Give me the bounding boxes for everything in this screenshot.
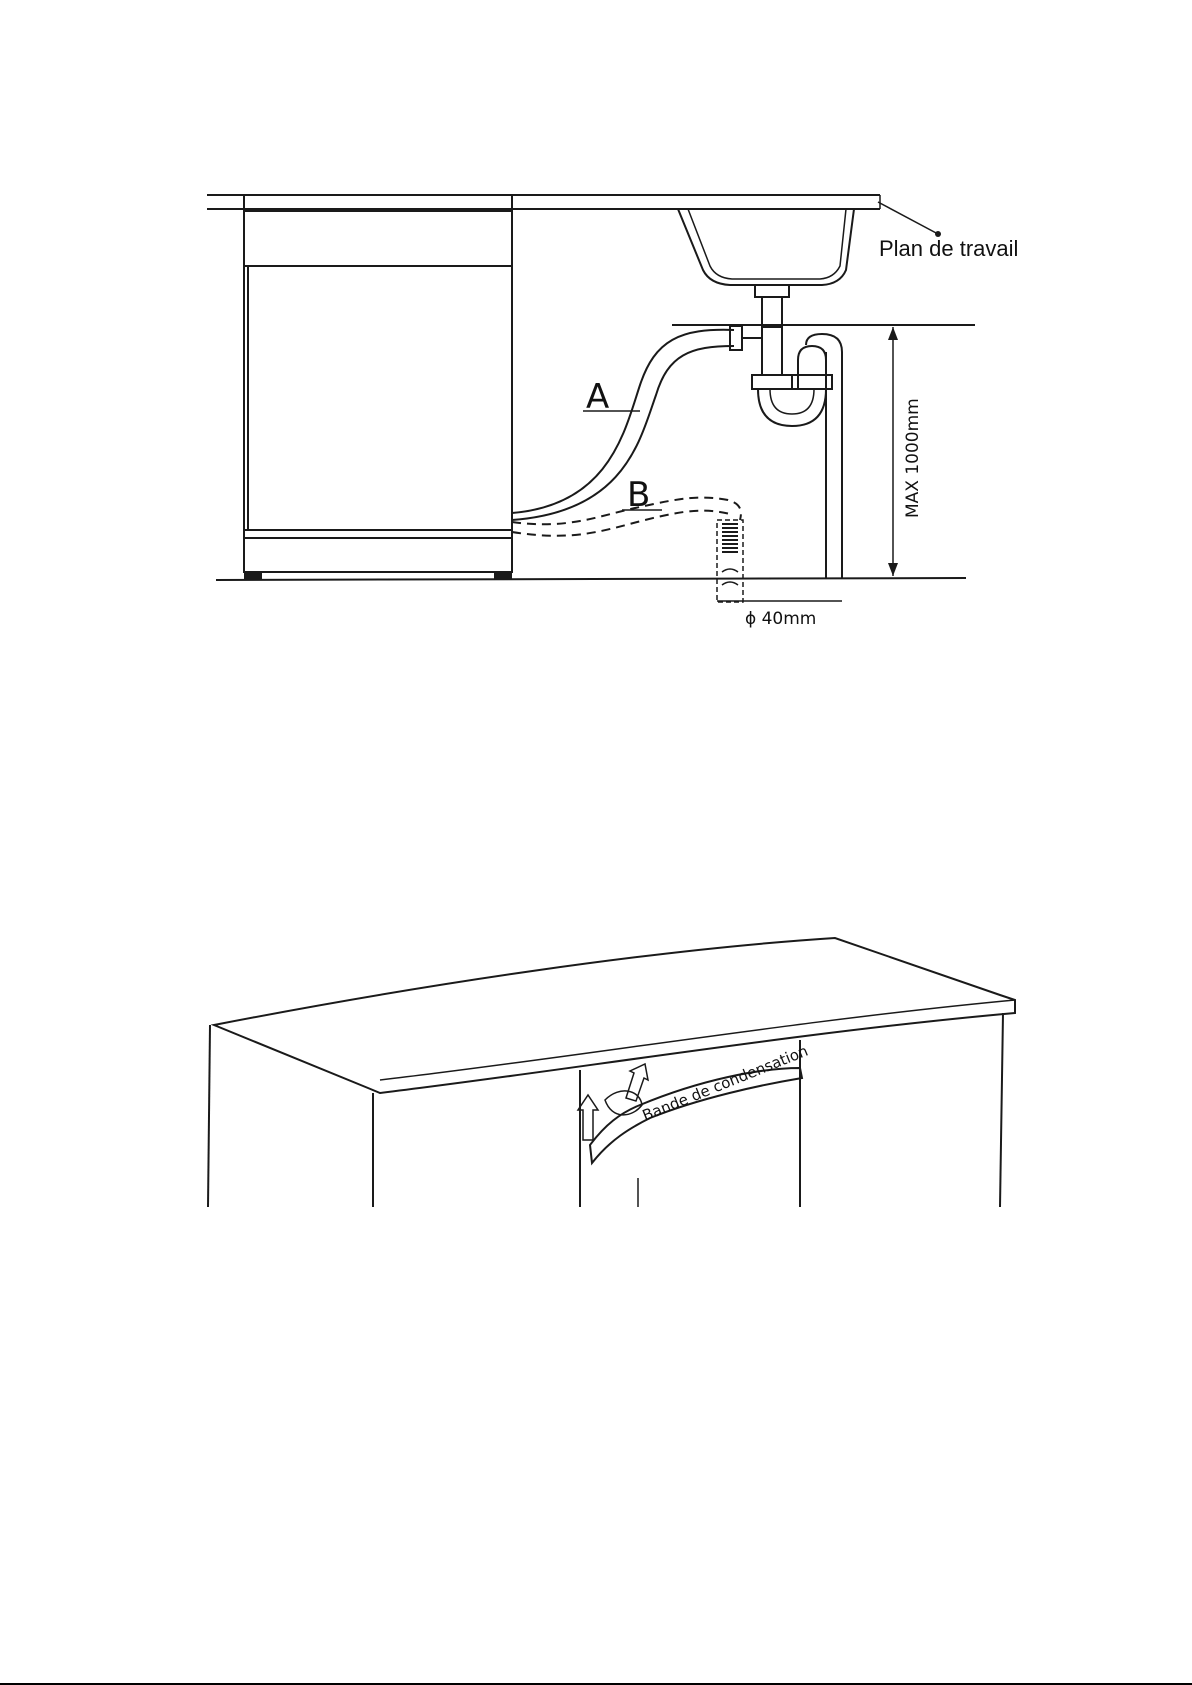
cabinet-body: [208, 1013, 1003, 1207]
cabinet-countertop: [214, 938, 1015, 1093]
drain-diameter-label: ɸ 40mm: [745, 609, 817, 629]
dishwasher-foot-left: [244, 572, 262, 579]
hose-b-label: B: [627, 475, 651, 515]
up-arrow-left-icon: [578, 1095, 598, 1140]
max-height-dimension: [888, 327, 898, 576]
condensation-strip-label: Bande de condensation: [639, 1041, 811, 1125]
peel-arrow-icon: [626, 1064, 648, 1101]
sink-bowl: [678, 209, 854, 285]
countertop: [207, 195, 880, 209]
countertop-label: Plan de travail: [879, 236, 1019, 261]
drain-hose-diagram: [0, 0, 1192, 700]
standpipe: [717, 520, 743, 602]
strip-peel-corner: [605, 1091, 642, 1115]
dishwasher-body: [244, 195, 512, 572]
max-height-label: MAX 1000mm: [903, 398, 923, 518]
hose-a-label: A: [586, 377, 610, 417]
floor-line: [216, 578, 966, 580]
sink-trap: [752, 285, 842, 578]
condensation-strip: [590, 1068, 802, 1163]
dishwasher-foot-right: [494, 572, 512, 579]
countertop-leader: [878, 202, 941, 237]
